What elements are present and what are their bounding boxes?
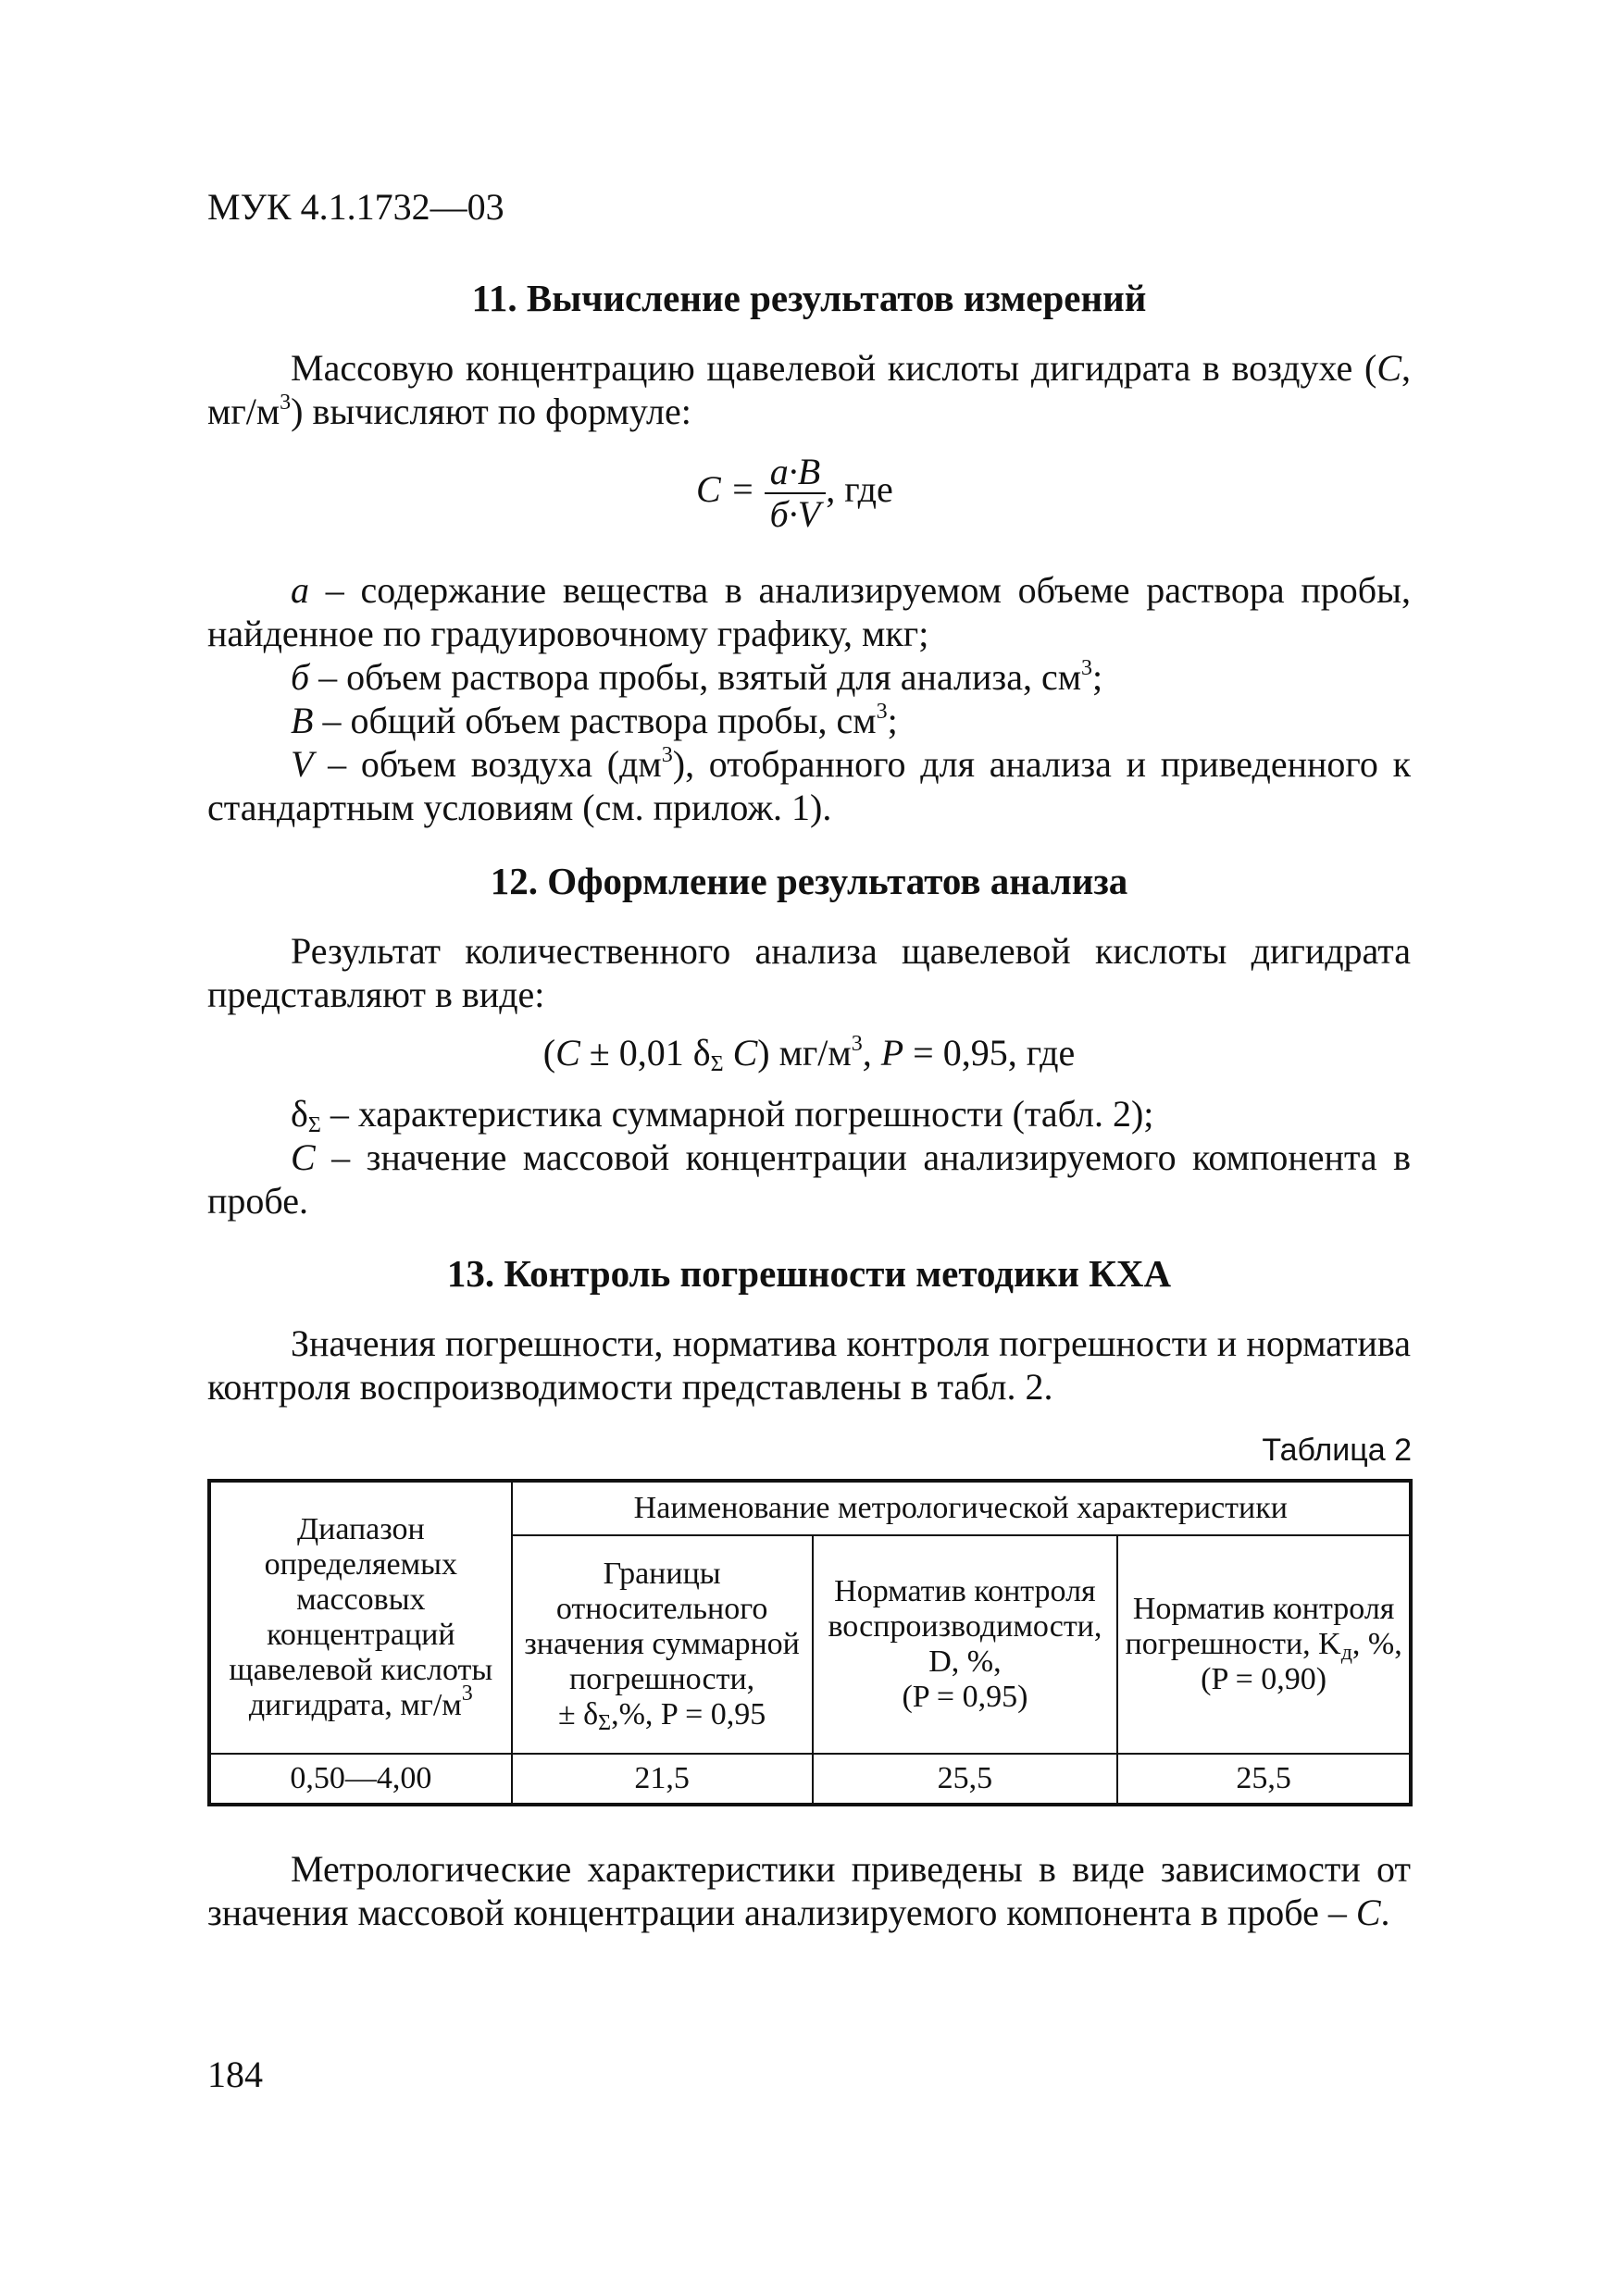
formula-denominator: б·V (769, 493, 821, 535)
section-13-heading: 13. Контроль погрешности методики КХА (446, 1252, 1172, 1295)
formula-fraction (765, 452, 827, 535)
closing-paragraph: Метрологические характеристики приведены в виде зависимости от значения массовой концентрации анализируемого компонента в пробе – C. (207, 1848, 1411, 1933)
table-header-row-1 (209, 1481, 1411, 1535)
header-reproducibility-norm: Норматив контроля воспроизводимости, D, %, (P = 0,95) (813, 1535, 1118, 1754)
header-error-control-norm: Норматив контроля погрешности, $K_д$, %, (P = 0,90) (1117, 1535, 1411, 1754)
cell-error-control: 25,5 (1117, 1754, 1411, 1805)
section-13-intro: Значения погрешности, норматива контроля погрешности и норматива контроля воспроизводимости представлены в табл. 2. (207, 1322, 1411, 1408)
section-12-heading: 12. Оформление результатов анализа (490, 860, 1128, 902)
header-error-bounds: Границы относительного значения суммарной погрешности, ± $\delta_\Sigma,\%$, P = 0,95 (512, 1535, 813, 1754)
definition-v-air: V – объем воздуха $(дм^3)$, отобранного для анализа и приведенного к стандартным условиям (см. прилож. 1). (207, 743, 1411, 828)
document-code: МУК 4.1.1732—03 (207, 186, 504, 228)
cell-reproducibility: 25,5 (813, 1754, 1118, 1805)
formula-suffix: , где (826, 468, 893, 511)
section-11-heading: 11. Вычисление результатов измерений (471, 277, 1147, 319)
section-12-intro: Результат количественного анализа щавелевой кислоты дигидрата представляют в виде: (207, 930, 1411, 1015)
definition-delta: $\delta_\Sigma$ – характеристика суммарной погрешности (табл. 2); (291, 1093, 1154, 1137)
header-metrological-group: Наименование метрологической характеристики (512, 1481, 1411, 1535)
section-11-intro: Массовую концентрацию щавелевой кислоты дигидрата в воздухе (C, $мг/м^3$) вычисляют по формуле: (207, 347, 1411, 432)
cell-error-bounds: 21,5 (512, 1754, 813, 1805)
table-row (209, 1754, 1411, 1805)
formula-lhs: C = (696, 468, 755, 511)
formula-concentration (696, 452, 893, 535)
definition-c: C – значение массовой концентрации анализируемого компонента в пробе. (207, 1136, 1411, 1222)
definition-b: б – объем раствора пробы, взятый для анализа, $см^3$; (291, 656, 1103, 698)
page-number: 184 (207, 2054, 263, 2095)
metrology-table (207, 1479, 1413, 1806)
header-concentration-range: Диапазон определяемых массовых концентраций щавелевой кислоты дигидрата, $мг/м^3$ (209, 1481, 512, 1754)
definition-v-total: B – общий объем раствора пробы, $см^3$; (291, 700, 898, 741)
formula-numerator: a·B (765, 452, 827, 494)
table-caption: Таблица 2 (1262, 1433, 1412, 1468)
definition-a: a – содержание вещества в анализируемом объеме раствора пробы, найденное по градуировочному графику, мкг; (207, 569, 1411, 654)
cell-range: 0,50—4,00 (209, 1754, 512, 1805)
formula-result: (C ± 0,01 $\delta_\Sigma$ C) $мг/м^3$, P = 0,95, где (542, 1032, 1076, 1076)
